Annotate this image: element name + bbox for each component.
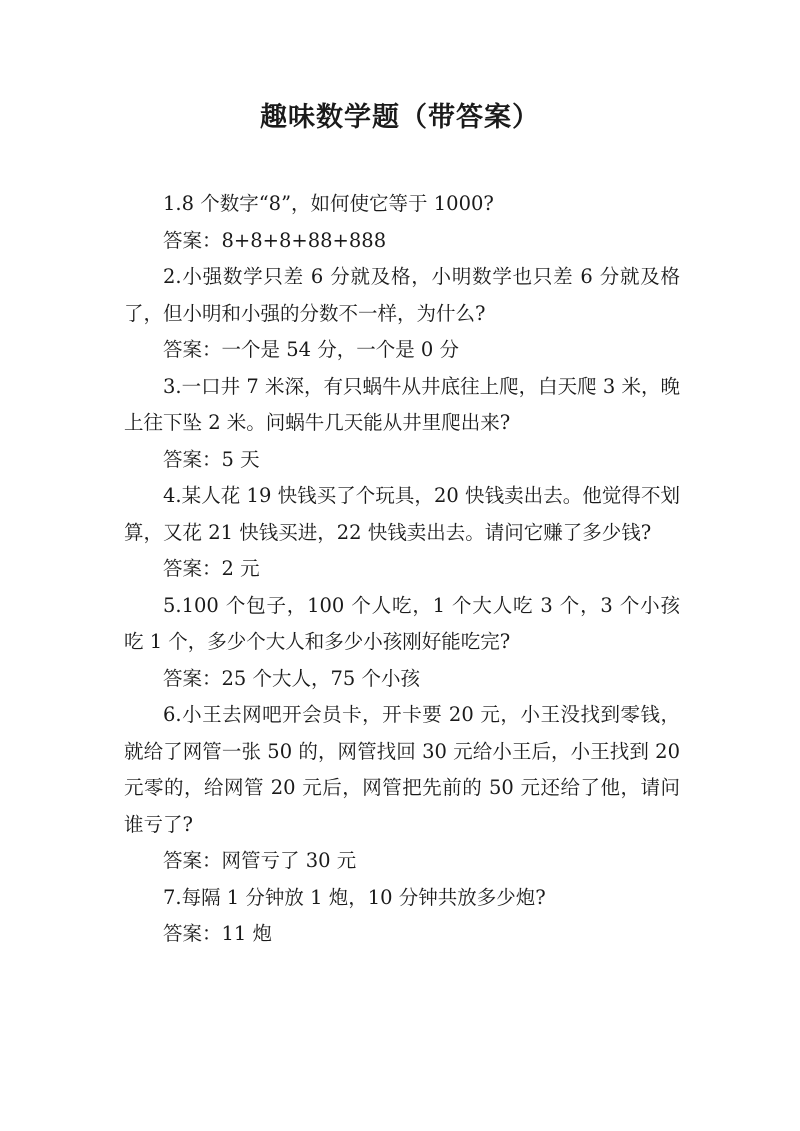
answer-7: 答案：11 炮 xyxy=(163,922,273,945)
question-6: 6.小王去网吧开会员卡，开卡要 20 元，小王没找到零钱，就给了网管一张 50 的，网管找回 30 元给小王后，小王找到 20 元零的，给网管 20 元后，网管把先前的 50 元还给了他，请问谁亏了? xyxy=(124,703,680,836)
answer-1: 答案：8+8+8+88+888 xyxy=(163,228,387,252)
answer-5: 答案：25 个大人，75 个小孩 xyxy=(163,666,421,690)
question-7: 7.每隔 1 分钟放 1 炮，10 分钟共放多少炮? xyxy=(163,885,546,909)
answer-3: 答案：5 天 xyxy=(163,447,260,471)
answer-6: 答案：网管亏了 30 元 xyxy=(163,849,357,872)
page-title: 趣味数学题（带答案） xyxy=(260,102,540,133)
question-4: 4.某人花 19 快钱买了个玩具，20 快钱卖出去。他觉得不划算，又花 21 快钱买进，22 快钱卖出去。请问它赚了多少钱? xyxy=(124,484,680,544)
document-body xyxy=(124,186,680,953)
question-1: 1.8 个数字“8”，如何使它等于 1000? xyxy=(163,192,494,215)
answer-4: 答案：2 元 xyxy=(163,557,260,580)
question-5: 5.100 个包子，100 个人吃，1 个大人吃 3 个，3 个小孩吃 1 个，多少个大人和多少小孩刚好能吃完? xyxy=(124,593,680,653)
question-2: 2.小强数学只差 6 分就及格，小明数学也只差 6 分就及格了，但小明和小强的分数不一样，为什么? xyxy=(124,265,680,325)
question-3: 3.一口井 7 米深，有只蜗牛从井底往上爬，白天爬 3 米，晚上往下坠 2 米。问蜗牛几天能从井里爬出来? xyxy=(124,374,680,434)
answer-2: 答案：一个是 54 分，一个是 0 分 xyxy=(163,338,460,361)
